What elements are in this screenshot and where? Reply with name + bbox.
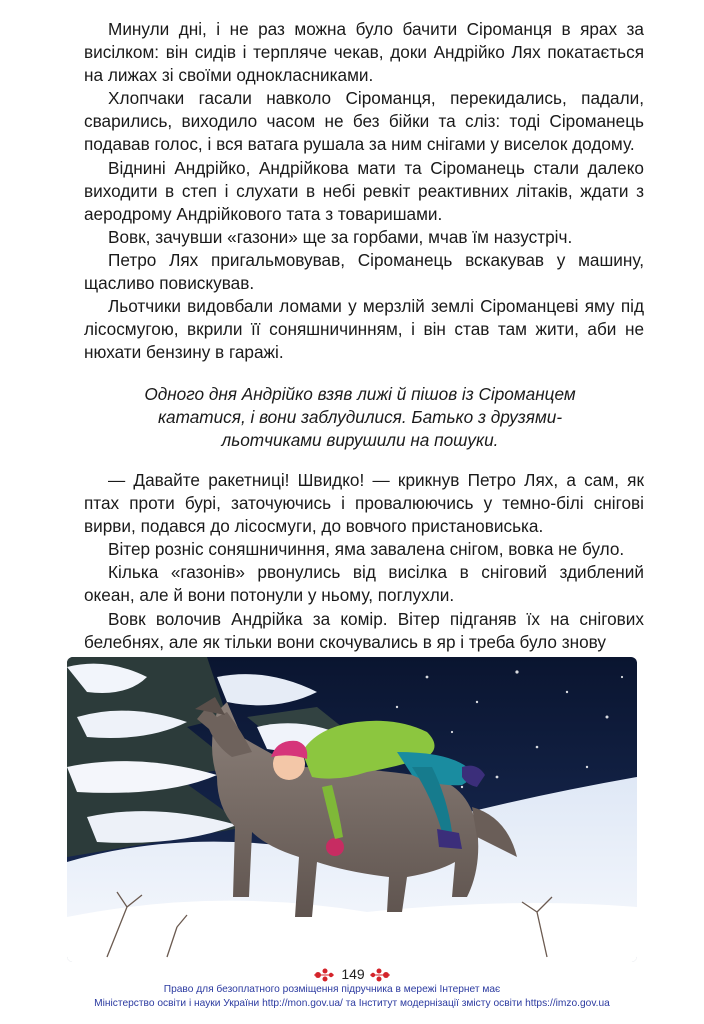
paragraph-4: Вовк, зачувши «газони» ще за горбами, мчав їм назустріч. [108,226,573,247]
paragraph-2: Хлопчаки гасали навколо Сіроманця, перекидались, падали, сварились, виходило часом не без бійки та сліз: тоді Сіроманець подавав голос, і вся ватага рушала за ним снігами у виселок додому. [84,88,644,155]
page-footer [0,966,704,1024]
summary-line-2: кататися, і вони заблудилися. Батько з друзями- [157,407,563,428]
paragraph-10: Вовк волочив Андрійка за комір. Вітер підганяв їх на снігових белебнях, але як тільки вони скочувались в яр і треба було знову [84,608,644,652]
main-text-top [84,18,644,364]
paragraph-9: Кілька «газонів» рвонулись від висілка в сніговий здиблений океан, але й вони потонули у ньому, поглухли. [84,562,644,606]
paragraph-6: Льотчики видовбали ломами у мерзлій землі Сіроманцеві яму під лісосмугою, вкрили її соняшничинням, і він став там жити, аби не нюхати бензину в гаражі. [84,296,644,363]
paragraph-5: Петро Лях пригальмовував, Сіроманець вскакував у машину, щасливо повискував. [84,249,644,294]
paragraph-8: Вітер розніс соняшничиння, яма завалена снігом, вовка не було. [108,539,625,560]
italic-summary [100,383,620,452]
footer-rights-line: Право для безоплатного розміщення підручника в мережі Інтернет має [163,984,501,995]
paragraph-3: Віднині Андрійко, Андрійкова мати та Сіроманець стали далеко виходити в степ і слухати в небі ревкіт реактивних літаків, ждати з аеродрому Андрійкового тата з товаришами. [84,157,644,224]
summary-line-3: льотчиками вирушили на пошуки. [221,430,499,451]
paragraph-1: Минули дні, і не раз можна було бачити Сіроманця в ярах за висілком: він сидів і терпляче чекав, доки Андрійко Лях покатається на лижах зі своїми однокласниками. [84,19,644,86]
main-text-bottom [84,469,644,654]
wolf-carrying-boy-illustration [67,657,637,962]
page-number: 149 [341,966,365,982]
summary-line-1: Одного дня Андрійко взяв лижі й пішов із Сіроманцем [144,384,576,404]
footer-ministry-line: Міністерство освіти і науки України http://mon.gov.ua/ та Інститут модернізації змісту освіти https://imzo.gov.ua [94,998,610,1009]
floral-ornament-right-icon [368,966,392,984]
paragraph-7: — Давайте ракетниці! Швидко! — крикнув Петро Лях, а сам, як птах проти бурі, заточуючись і провалюючись у темно-білі снігові вирви, подався до лісосмуги, до вовчого пристановиська. [84,470,644,537]
